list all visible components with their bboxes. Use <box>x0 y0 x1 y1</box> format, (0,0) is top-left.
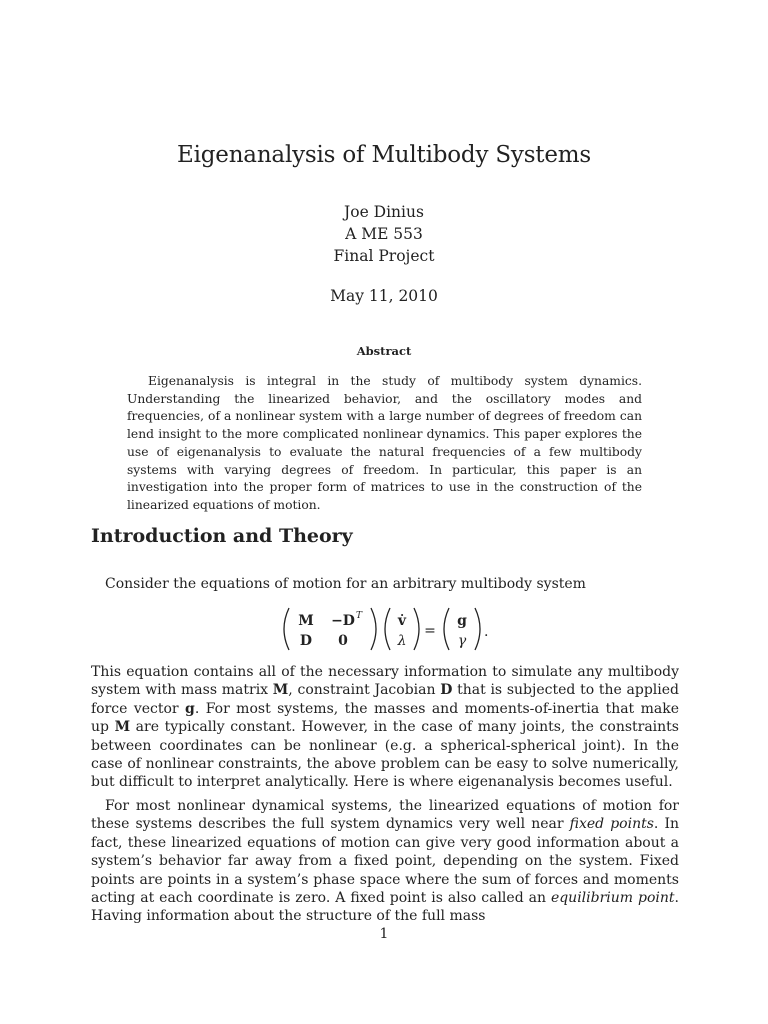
para1-text-4: . For most systems, the masses and moments-of-inertia that make up <box>91 700 679 736</box>
para2-text-2: . In fact, these linearized equations of motion can give very good information about a system’s behavior far away from a fixed point, depending on the system. Fixed points are points in a system’s phase space where the sum of forces and moments acting at each coordinate is zero. A fixed point is also called an <box>91 816 679 907</box>
para2-equilibrium-term: equilibrium point <box>550 890 675 907</box>
paragraph-2 <box>91 797 679 926</box>
para2-fixed-points-term: fixed points <box>569 816 654 833</box>
rhs-entry-g: g <box>457 613 467 629</box>
vector-entry-lambda: λ <box>397 633 407 649</box>
author-block <box>0 201 768 267</box>
transpose-superscript: T <box>356 611 363 621</box>
rhs-right-paren <box>475 608 480 650</box>
intro-sentence: Consider the equations of motion for an arbitrary multibody system <box>105 576 586 592</box>
project-label: Final Project <box>333 247 435 265</box>
para2-text-1: For most nonlinear dynamical systems, the linearized equations of motion for these systems describes the full system dynamics very well near <box>91 798 679 833</box>
page-number: 1 <box>379 926 389 942</box>
matrix-entry-zero: 0 <box>338 633 348 649</box>
section-heading: Introduction and Theory <box>91 525 353 547</box>
para1-mass-symbol: M <box>272 682 289 699</box>
para1-text-1: This equation contains all of the necessary information to simulate any multibody system with mass matrix <box>91 664 679 699</box>
equation-svg <box>0 606 768 652</box>
paragraph-1 <box>91 663 679 792</box>
matrix-left-paren <box>284 608 289 650</box>
course-code: A ME 553 <box>345 225 423 243</box>
matrix-entry-m: M <box>298 613 314 629</box>
vector-left-paren <box>385 608 390 650</box>
paper-title: Eigenanalysis of Multibody Systems <box>177 142 591 168</box>
vector-entry-vdot: v̇ <box>397 613 407 629</box>
equation-period: . <box>484 624 489 640</box>
rhs-left-paren <box>444 608 449 650</box>
abstract-text: Eigenanalysis is integral in the study of multibody system dynamics. Understanding the linearized behavior, and the oscillatory modes and frequencies, of a nonlinear system with a large number of degrees of freedom can lend insight to the more complicated nonlinear dynamics. This paper explores the use of eigenanalysis to evaluate the natural frequencies of a few multibody systems with varying degrees of freedom. In particular, this paper is an investigation into the proper form of matrices to use in the construction of the linearized equations of motion. <box>127 374 642 512</box>
para1-force-symbol: g <box>185 700 195 717</box>
matrix-entry-neg-d: −D <box>331 613 355 629</box>
equation-of-motion <box>0 606 768 652</box>
para1-mass-symbol-2: M <box>114 719 131 736</box>
para1-text-2: , constraint Jacobian <box>288 682 441 699</box>
para1-text-5: are typically constant. However, in the case of many joints, the constraints between coordinates can be nonlinear (e.g. a spherical-spherical joint). In the case of nonlinear constraints, the above problem can be easy to solve numerically, but difficult to interpret analytically. Here is where eigenanalysis becomes useful. <box>91 719 679 791</box>
para2-text-3: . Having information about the structure of the full mass <box>91 890 679 925</box>
equals-sign: = <box>424 623 436 639</box>
rhs-entry-gamma: γ <box>457 633 467 649</box>
para1-jacobian-symbol: D <box>440 682 453 699</box>
matrix-entry-d: D <box>299 633 313 649</box>
para1-text-3: that is subjected to the applied force vector <box>91 682 679 717</box>
paper-date: May 11, 2010 <box>330 287 438 305</box>
abstract-heading: Abstract <box>356 344 412 358</box>
author-name: Joe Dinius <box>344 203 424 221</box>
vector-right-paren <box>414 608 419 650</box>
matrix-right-paren <box>371 608 376 650</box>
